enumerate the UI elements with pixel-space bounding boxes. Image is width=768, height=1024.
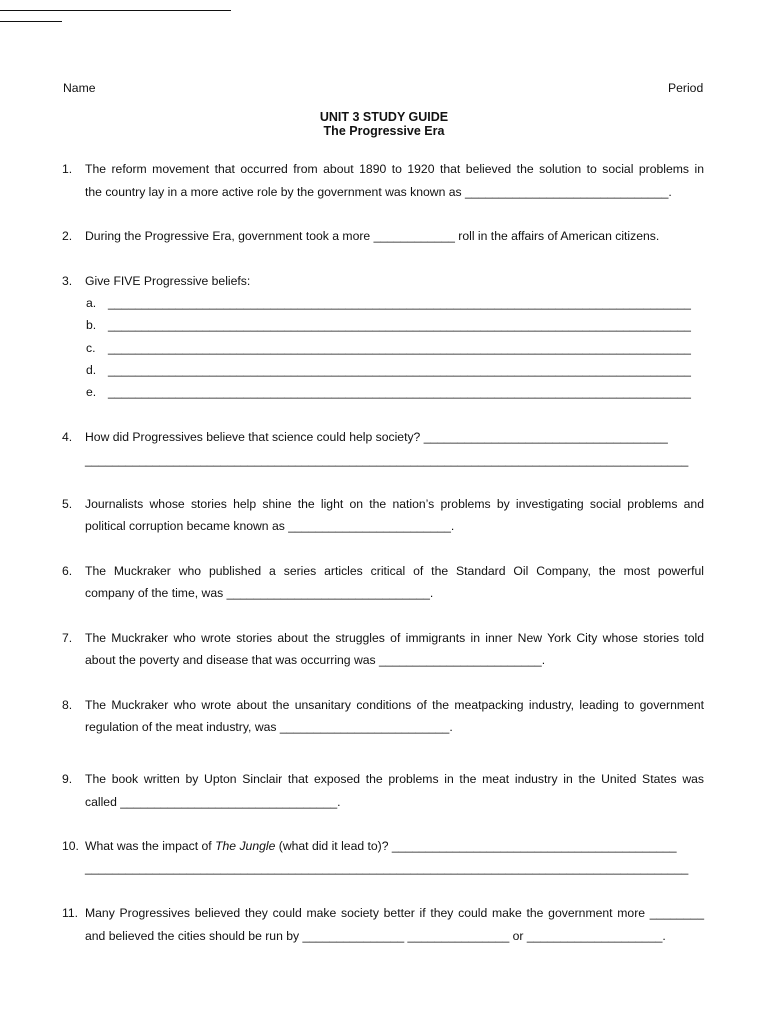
question-text: The Muckraker who wrote about the unsanitary conditions of the meatpacking industry, leading to government bbox=[85, 698, 704, 712]
question-text: the country lay in a more active role by the government was known as ______________________________. bbox=[85, 185, 672, 199]
question-text-pre: What was the impact of bbox=[85, 839, 216, 853]
question-text-post: (what did it lead to)? __________________________________________ bbox=[275, 839, 677, 853]
question-text: company of the time, was ______________________________. bbox=[85, 586, 434, 600]
question-number: 10. bbox=[62, 839, 79, 853]
question-text: During the Progressive Era, government took a more ____________ roll in the affairs of American citizens. bbox=[85, 229, 660, 243]
answer-letter: d. bbox=[86, 363, 97, 377]
question-text: regulation of the meat industry, was _________________________. bbox=[85, 720, 453, 734]
question-number: 8. bbox=[62, 698, 73, 712]
question-text: about the poverty and disease that was occurring was ________________________. bbox=[85, 653, 546, 667]
question-number: 4. bbox=[62, 430, 73, 444]
question-text: The Muckraker who published a series articles critical of the Standard Oil Company, the most powerful bbox=[85, 564, 704, 578]
answer-blank[interactable]: ______________________________________________________________________________________ bbox=[108, 363, 691, 377]
answer-letter: e. bbox=[86, 385, 97, 399]
answer-blank[interactable]: ______________________________________________________________________________________ bbox=[108, 341, 691, 355]
page-subtitle: The Progressive Era bbox=[323, 124, 445, 138]
answer-blank[interactable]: ______________________________________________________________________________________ bbox=[108, 296, 691, 310]
period-label: Period bbox=[668, 81, 704, 95]
answer-blank[interactable]: ______________________________________________________________________________________ bbox=[108, 385, 691, 399]
question-number: 1. bbox=[62, 162, 73, 176]
question-text: Give FIVE Progressive beliefs: bbox=[85, 274, 251, 288]
question-text: How did Progressives believe that science could help society? ____________________________________ bbox=[85, 430, 668, 444]
answer-letter: a. bbox=[86, 296, 97, 310]
question-text: political corruption became known as ________________________. bbox=[85, 519, 455, 533]
answer-blank[interactable]: _________________________________________________________________________________________ bbox=[85, 861, 689, 875]
question-text: and believed the cities should be run by _______________ _______________ or ____________________. bbox=[85, 929, 666, 943]
question-text: The book written by Upton Sinclair that exposed the problems in the meat industry in the United States was bbox=[85, 772, 704, 786]
question-number: 9. bbox=[62, 772, 73, 786]
name-blank-line[interactable] bbox=[0, 0, 231, 11]
answer-letter: c. bbox=[86, 341, 96, 355]
page-title: UNIT 3 STUDY GUIDE bbox=[319, 110, 449, 124]
question-number: 7. bbox=[62, 631, 73, 645]
question-text: called ________________________________. bbox=[85, 795, 341, 809]
answer-letter: b. bbox=[86, 318, 97, 332]
period-blank-line[interactable] bbox=[0, 11, 62, 22]
question-text: The Muckraker who wrote stories about the struggles of immigrants in inner New York City whose stories told bbox=[85, 631, 704, 645]
book-title: The Jungle bbox=[215, 839, 276, 853]
question-number: 2. bbox=[62, 229, 73, 243]
question-text: Many Progressives believed they could make society better if they could make the government more ________ bbox=[85, 906, 704, 920]
question-number: 5. bbox=[62, 497, 73, 511]
answer-blank[interactable]: _________________________________________________________________________________________ bbox=[85, 453, 689, 467]
question-number: 3. bbox=[62, 274, 73, 288]
name-label: Name bbox=[63, 81, 96, 95]
question-text bbox=[85, 839, 704, 853]
question-number: 6. bbox=[62, 564, 73, 578]
question-text: The reform movement that occurred from about 1890 to 1920 that believed the solution to social problems in bbox=[85, 162, 704, 176]
question-number: 11. bbox=[62, 906, 79, 920]
question-text: Journalists whose stories help shine the light on the nation’s problems by investigating social problems and bbox=[85, 497, 704, 511]
answer-blank[interactable]: ______________________________________________________________________________________ bbox=[108, 318, 691, 332]
